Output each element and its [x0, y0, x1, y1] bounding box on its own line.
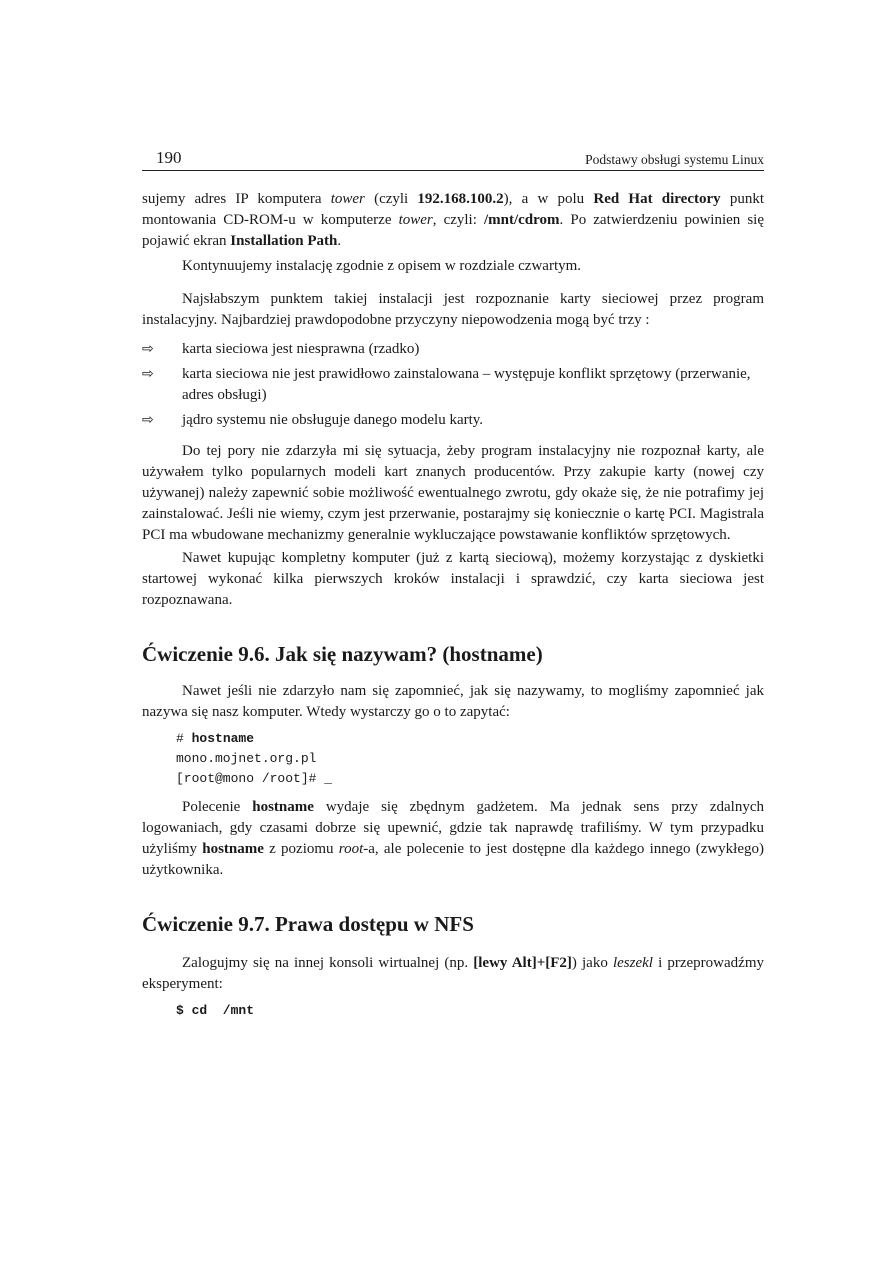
list-item: ⇨ jądro systemu nie obsługuje danego modelu karty. [142, 410, 764, 431]
failure-reasons-list [142, 339, 764, 431]
arrow-right-icon: ⇨ [142, 412, 154, 428]
page-number: 190 [156, 148, 182, 167]
paragraph-nfs-intro: Zalogujmy się na innej konsoli wirtualnej (np. [lewy Alt]+[F2]) jako leszekl i przeprowadźmy eksperyment: [142, 955, 764, 992]
paragraph-hostname-intro: Nawet jeśli nie zdarzyło nam się zapomnieć, jak się nazywamy, to mogliśmy zapomnieć jak nazywa się nasz komputer. Wtedy wystarczy go o to zapytać: [142, 683, 764, 720]
book-page [142, 140, 764, 1021]
paragraph-hostname-explain: Polecenie hostname wydaje się zbędnym gadżetem. Ma jednak sens przy zdalnych logowaniach, gdy czasami dobrze się upewnić, gdzie tak naprawdę trafiliśmy. W tym przypadku użyliśmy hostname z poziomu root-a, ale polecenie to jest dostępne dla każdego innego (zwykłego) użytkownika. [142, 799, 765, 878]
section-title-nfs: Ćwiczenie 9.7. Prawa dostępu w NFS [142, 912, 474, 936]
code-block-hostname: # hostname mono.mojnet.org.pl [root@mono /root]# _ [176, 731, 333, 786]
arrow-right-icon: ⇨ [142, 341, 154, 357]
paragraph-boot-disk: Nawet kupując kompletny komputer (już z kartą sieciową), możemy korzystając z dyskietki startowej wykonać kilka pierwszych kroków instalacji i sprawdzić, czy karta sieciowa jest rozpoznawana. [142, 550, 764, 608]
section-title-hostname: Ćwiczenie 9.6. Jak się nazywam? (hostname) [142, 642, 543, 666]
page-header [142, 140, 764, 171]
arrow-right-icon: ⇨ [142, 366, 154, 382]
list-item: ⇨ karta sieciowa jest niesprawna (rzadko) [142, 339, 764, 360]
paragraph-weak-point: Najsłabszym punktem takiej instalacji jest rozpoznanie karty sieciowej przez program instalacyjny. Najbardziej prawdopodobne przyczyny niepowodzenia mogą być trzy : [142, 291, 764, 328]
running-title: Podstawy obsługi systemu Linux [585, 152, 764, 167]
code-block-nfs: $ cd /mnt [176, 1003, 255, 1018]
paragraph-continue: Kontynuujemy instalację zgodnie z opisem w rozdziale czwartym. [182, 258, 582, 274]
paragraph-experience: Do tej pory nie zdarzyła mi się sytuacja, żeby program instalacyjny nie rozpoznał karty, ale używałem tylko popularnych modeli kart znanych producentów. Przy zakupie karty (nowej czy używanej) należy zapewnić sobie możliwość ewentualnego zwrotu, gdy okaże się, że nie potrafimy jej zainstalować. Jeśli nie wiemy, czym jest przerwanie, postarajmy się koniecznie o kartę PCI. Magistrala PCI ma wbudowane mechanizmy generalnie wykluczające powstawanie konfliktów sprzętowych. [142, 443, 764, 543]
list-item: ⇨ karta sieciowa nie jest prawidłowo zainstalowana – występuje konflikt sprzętowy (przerwanie, adres obsługi) [142, 366, 751, 403]
paragraph-install-path: sujemy adres IP komputera tower (czyli 192.168.100.2), a w polu Red Hat directory punkt montowania CD-ROM-u w komputerze tower, czyli: /mnt/cdrom. Po zatwierdzeniu powinien się pojawić ekran Installation Path. [142, 191, 765, 249]
